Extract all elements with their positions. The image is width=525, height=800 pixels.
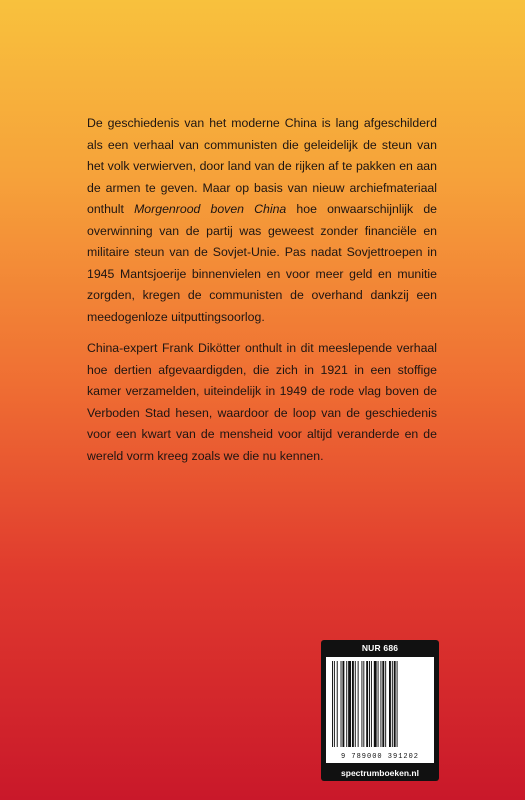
barcode-bar [341,661,342,747]
barcode-bar [392,661,393,747]
barcode-bar [374,661,377,747]
publisher-website: spectrumboeken.nl [341,768,419,778]
blurb-p1-text-end: hoe onwaarschijnlijk de overwinning van de partij was geweest zonder financiële en militaire steun van de Sovjet-Unie. Pas nadat Sovjettroepen in 1945 Mantsjoerije binnenvielen en voor meer geld en munitie zorgden, kregen de communisten de overhand dankzij een meedogenloze uitputtingsoorlog. [87,202,437,324]
barcode-bar [346,661,347,747]
barcode-bar [355,661,356,747]
blurb-paragraph-1 [87,113,437,328]
barcode-bar [382,661,384,747]
book-title-italic: Morgenrood boven China [134,202,287,216]
barcode-bar [363,661,364,747]
barcode-bar [366,661,368,747]
barcode-bar [394,661,396,747]
barcode-bar [371,661,372,747]
blurb-p1-text-start: De geschiedenis van het moderne China is lang afgeschilderd als een verhaal van communisten die geleidelijk de steun van het volk verwierven, door land van de rijken af te pakken en aan de armen te geven. Maar op basis van nieuw archiefmateriaal onthult [87,116,437,216]
blurb-paragraph-2: China-expert Frank Dikötter onthult in dit meeslepende verhaal hoe dertien afgevaardigden, die zich in 1921 in een stoffige kamer verzamelden, uiteindelijk in 1949 de rode vlag boven de Verboden Stad hesen, waardoor de loop van de geschiedenis voor een kwart van de mensheid voor altijd veranderde en de wereld vorm kreeg zoals we die nu kennen. [87,341,437,463]
barcode-bar [397,661,398,747]
barcode-bar [378,661,379,747]
barcode-bar [385,661,386,747]
barcode-bar [332,661,333,747]
barcode-bars [330,661,430,747]
barcode-bar [369,661,370,747]
barcode-bar [380,661,381,747]
barcode-panel [326,657,434,763]
barcode-bar [342,661,344,747]
barcode-bar [334,661,335,747]
barcode-bar [389,661,391,747]
barcode-bar [352,661,354,747]
barcode-bar [337,661,338,747]
barcode-bar [348,661,351,747]
barcode-bar [361,661,362,747]
isbn-digits: 9 789000 391202 [340,753,419,761]
barcode-block [321,640,439,781]
barcode-bar [358,661,359,747]
nur-code: NUR 686 [361,643,399,653]
back-cover-blurb [87,113,437,477]
